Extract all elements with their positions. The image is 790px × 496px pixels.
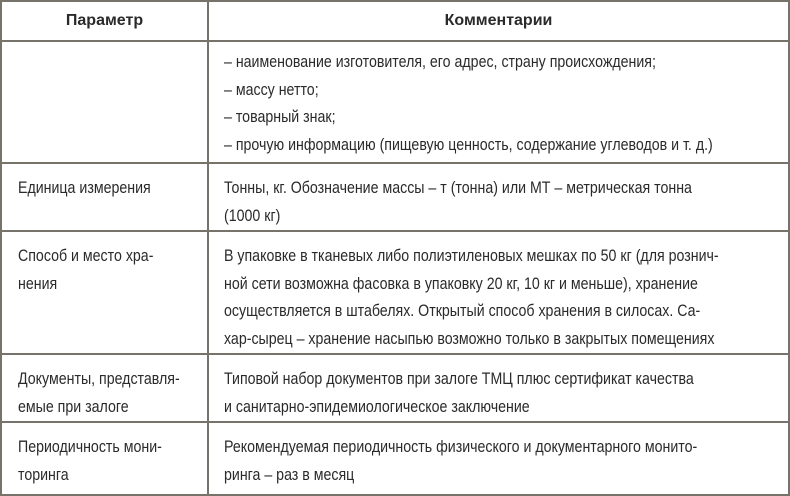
text-line: Документы, представля- xyxy=(18,370,180,388)
text-line: – прочую информацию (пищевую ценность, содержание углеводов и т. д.) xyxy=(224,135,713,154)
table-row xyxy=(1,422,789,495)
text-line: Периодичность мони- xyxy=(18,438,162,456)
param-cell xyxy=(1,163,208,231)
param-cell xyxy=(1,231,208,354)
comment-cell xyxy=(208,422,789,495)
text-line: и санитарно-эпидемиологическое заключение xyxy=(224,397,530,416)
text-line: Рекомендуемая периодичность физического и документарного монито- xyxy=(224,438,698,456)
text-line: В упаковке в тканевых либо полиэтиленовых мешках по 50 кг (для рознич- xyxy=(224,247,719,265)
text-line: – массу нетто; xyxy=(224,80,319,99)
table-row xyxy=(1,231,789,354)
comment-cell xyxy=(208,163,789,231)
header-param: Параметр xyxy=(1,1,208,41)
param-cell xyxy=(1,41,208,163)
text-line: Единица измерения xyxy=(18,179,151,197)
table-row xyxy=(1,163,789,231)
text-line: нения xyxy=(18,274,58,293)
text-line: ной сети возможна фасовка в упаковку 20 кг, 10 кг и меньше), хранение xyxy=(224,274,698,293)
text-line: ринга – раз в месяц xyxy=(224,465,355,484)
text-line: торинга xyxy=(18,465,69,484)
text-line: Тонны, кг. Обозначение массы – т (тонна) или МТ – метрическая тонна xyxy=(224,179,692,197)
header-row xyxy=(1,1,789,41)
text-line: (1000 кг) xyxy=(224,206,281,225)
text-line: Способ и место хра- xyxy=(18,247,154,265)
text-line: хар-сырец – хранение насыпью возможно только в закрытых помещениях xyxy=(224,329,715,348)
param-cell xyxy=(1,422,208,495)
comment-cell xyxy=(208,231,789,354)
text-line: – наименование изготовителя, его адрес, страну происхождения; xyxy=(224,53,656,71)
text-line: – товарный знак; xyxy=(224,108,336,126)
comment-cell xyxy=(208,354,789,422)
text-line: Типовой набор документов при залоге ТМЦ плюс сертификат качества xyxy=(224,370,694,388)
table-row xyxy=(1,354,789,422)
table-row xyxy=(1,41,789,163)
param-cell xyxy=(1,354,208,422)
comment-cell xyxy=(208,41,789,163)
header-comment: Комментарии xyxy=(208,1,789,41)
text-line: емые при залоге xyxy=(18,397,129,416)
text-line: осуществляется в штабелях. Открытый способ хранения в силосах. Са- xyxy=(224,302,701,320)
